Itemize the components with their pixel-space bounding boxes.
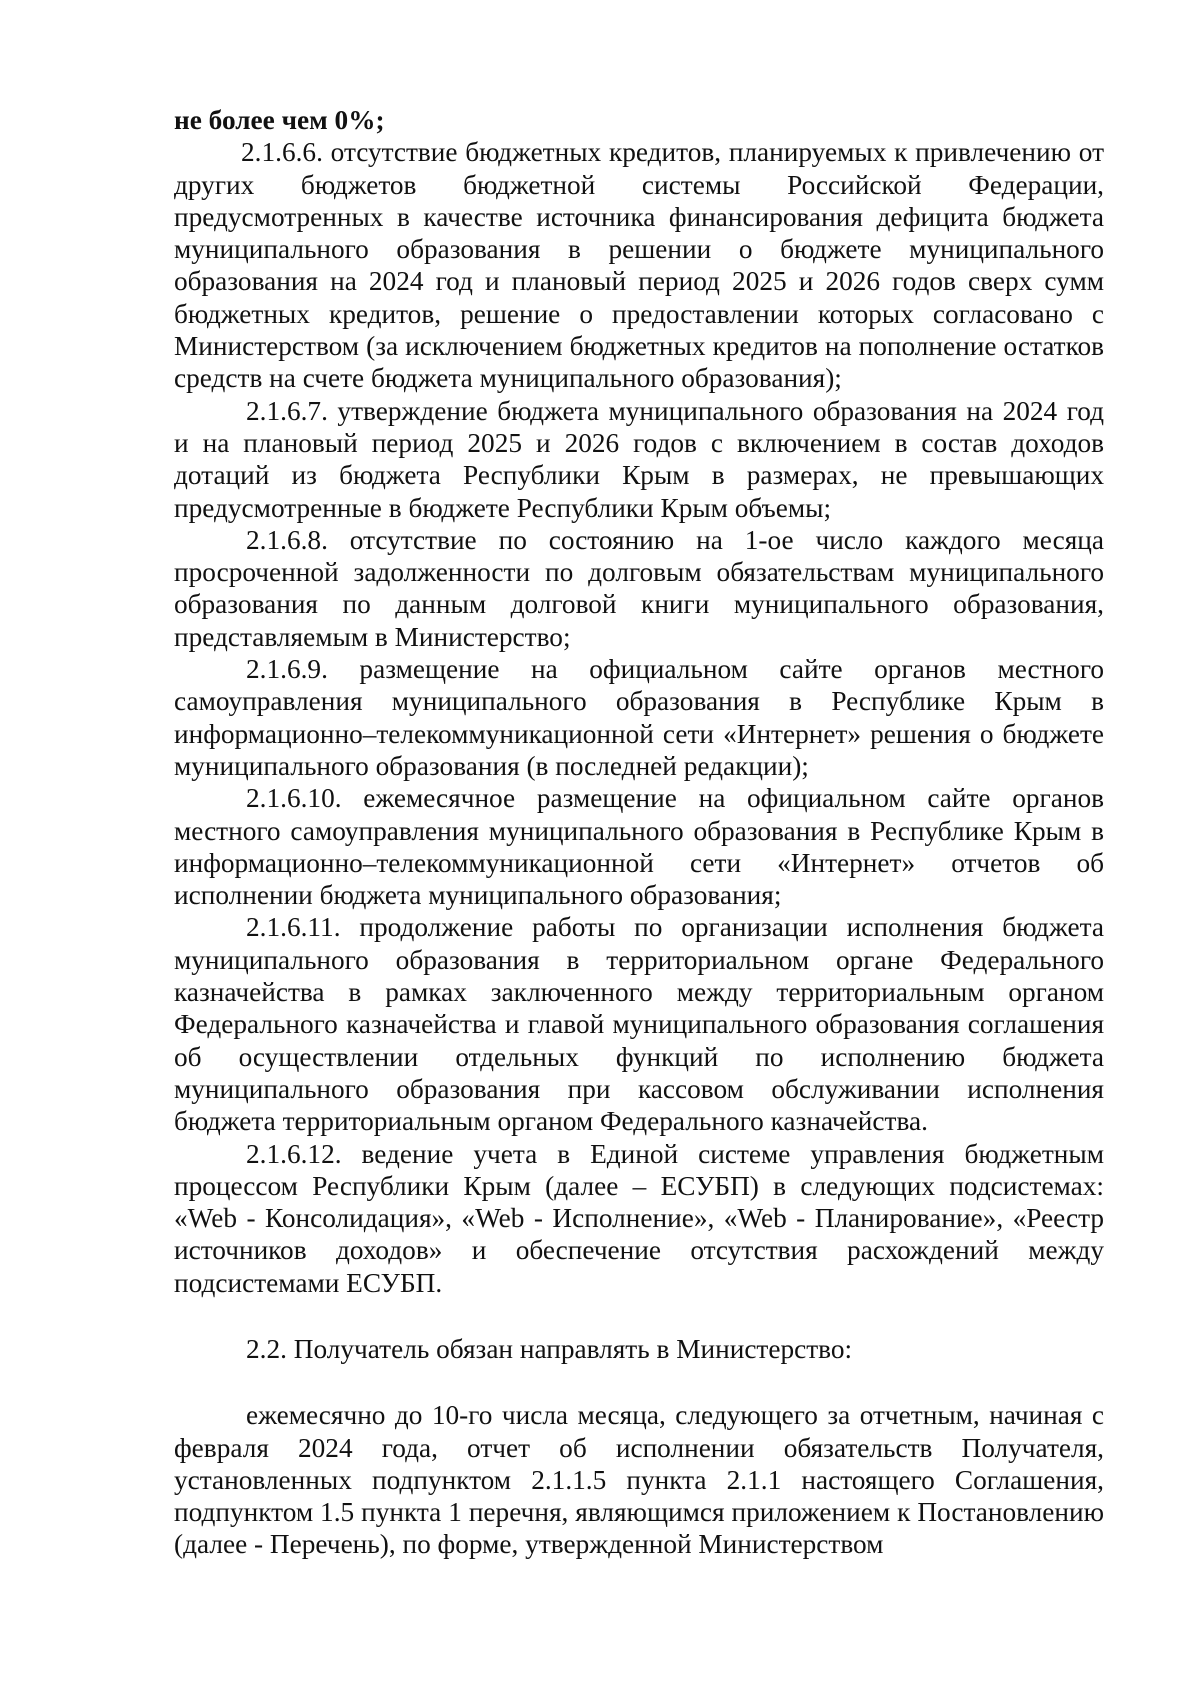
paragraph-2-1-6-9: 2.1.6.9. размещение на официальном сайте органов местного самоуправления муниципального образования в Республике Крым в информационно–телекоммуникационной сети «Интернет» решения о бюджете муниципального образования (в последней редакции); [174, 654, 1104, 781]
paragraph-2-2-heading: 2.2. Получатель обязан направлять в Министерство: [246, 1333, 853, 1364]
paragraph-2-1-6-12: 2.1.6.12. ведение учета в Единой системе управления бюджетным процессом Республики Крым (далее – ЕСУБП) в следующих подсистемах: «Web - Консолидация», «Web - Исполнение», «Web - Планирование», «Реестр источников доходов» и обеспечение отсутствия расхождений между подсистемами ЕСУБП. [174, 1138, 1104, 1298]
paragraph-2-1-6-10: 2.1.6.10. ежемесячное размещение на официальном сайте органов местного самоуправления муниципального образования в Республике Крым в информационно–телекоммуникационной сети «Интернет» отчетов об исполнении бюджета муниципального образования; [174, 783, 1104, 911]
paragraph-monthly-report: ежемесячно до 10-го числа месяца, следующего за отчетным, начиная с февраля 2024 года, отчет об исполнении обязательств Получателя, установленных подпунктом 2.1.1.5 пункта 2.1.1 настоящего Соглашения, подпунктом 1.5 пункта 1 перечня, являющимся приложением к Постановлению (далее - Перечень), по форме, утвержденной Министерством [174, 1400, 1104, 1560]
paragraph-2-1-6-11: 2.1.6.11. продолжение работы по организации исполнения бюджета муниципального образования в территориальном органе Федерального казначейства в рамках заключенного между территориальным органом Федерального казначейства и главой муниципального образования соглашения об осуществлении отдельных функций по исполнению бюджета муниципального образования при кассовом обслуживании исполнения бюджета территориальным органом Федерального казначейства. [174, 912, 1104, 1137]
paragraph-deficit-limit: не более чем 0%; [174, 105, 385, 135]
paragraph-2-1-6-6: 2.1.6.6. отсутствие бюджетных кредитов, планируемых к привлечению от других бюджетов бюджетной системы Российской Федерации, предусмотренных в качестве источника финансирования дефицита бюджета муниципального образования в решении о бюджете муниципального образования на 2024 год и плановый период 2025 и 2026 годов сверх сумм бюджетных кредитов, решение о предоставлении которых согласовано с Министерством (за исключением бюджетных кредитов на пополнение остатков средств на счете бюджета муниципального образования); [174, 137, 1104, 394]
paragraph-2-1-6-8: 2.1.6.8. отсутствие по состоянию на 1-ое число каждого месяца просроченной задолженности по долговым обязательствам муниципального образования по данным долговой книги муниципального образования, представляемым в Министерство; [174, 524, 1104, 652]
paragraph-2-1-6-7: 2.1.6.7. утверждение бюджета муниципального образования на 2024 год и на плановый период 2025 и 2026 годов с включением в состав доходов дотаций из бюджета Республики Крым в размерах, не превышающих предусмотренные в бюджете Республики Крым объемы; [174, 395, 1104, 523]
document-body [174, 104, 1104, 1561]
